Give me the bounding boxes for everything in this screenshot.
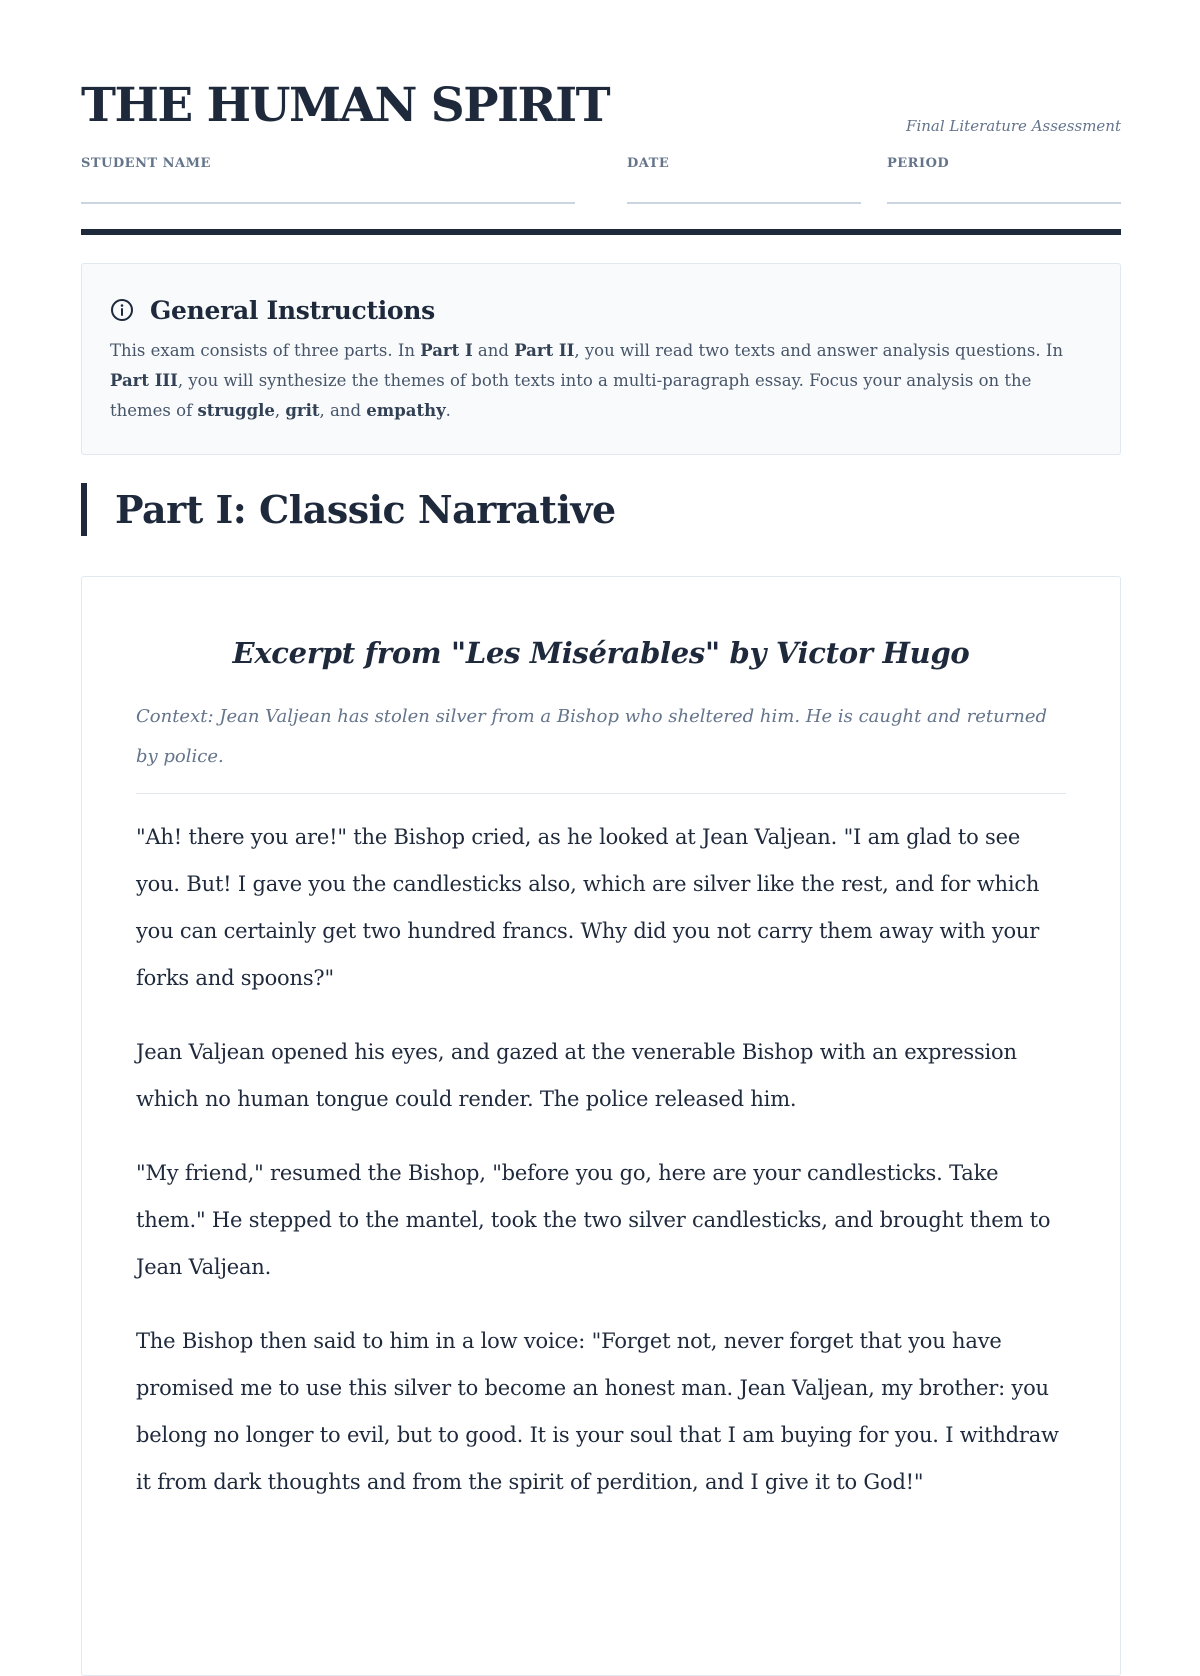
exam-page	[81, 0, 1121, 1494]
info-icon	[110, 298, 134, 322]
student-name-line[interactable]	[81, 202, 575, 204]
instructions-text-segment: This exam consists of three parts. In	[110, 341, 421, 360]
period-label: PERIOD	[887, 156, 950, 171]
date-label: DATE	[627, 156, 670, 171]
exam-title: THE HUMAN SPIRIT	[81, 78, 610, 133]
passage-card	[81, 576, 1121, 1676]
date-field	[627, 157, 861, 204]
instructions-text-segment: .	[445, 401, 451, 420]
period-line[interactable]	[887, 202, 1121, 204]
part-one-heading	[81, 483, 1121, 536]
passage-context: Context: Jean Valjean has stolen silver from a Bishop who sheltered him. He is caught and returned by police.	[136, 697, 1066, 794]
instructions-header	[110, 292, 1092, 328]
header-divider	[81, 229, 1121, 235]
passage-paragraph: "My friend," resumed the Bishop, "before you go, here are your candlesticks. Take them." He stepped to the mantel, took the two silver candlesticks, and brought them to Jean Valjean.	[136, 1161, 1051, 1279]
exam-header	[81, 0, 1121, 150]
instructions-text-segment: , you will synthesize the themes of both texts into a multi-paragraph essay. Focus your analysis on the themes of	[110, 371, 1032, 420]
instructions-emphasis: empathy	[366, 401, 446, 420]
instructions-title: General Instructions	[150, 295, 435, 325]
instructions-emphasis: grit	[285, 401, 320, 420]
passage-text	[136, 814, 1066, 1506]
instructions-emphasis: Part I	[420, 341, 473, 360]
instructions-text-segment: , you will read two texts and answer analysis questions. In	[574, 341, 1064, 360]
instructions-text-segment: ,	[274, 401, 286, 420]
instructions-emphasis: struggle	[197, 401, 275, 420]
instructions-box	[81, 263, 1121, 455]
date-line[interactable]	[627, 202, 861, 204]
instructions-text	[110, 336, 1092, 426]
student-info-fields	[81, 150, 1121, 216]
passage-paragraph: The Bishop then said to him in a low voice: "Forget not, never forget that you have promised me to use this silver to become an honest man. Jean Valjean, my brother: you belong no longer to evil, but to good. It is your soul that I am buying for you. I withdraw it from dark thoughts and from the spirit of perdition, and I give it to God!"	[136, 1329, 1059, 1494]
exam-subtitle: Final Literature Assessment	[906, 117, 1121, 135]
passage-paragraph: "Ah! there you are!" the Bishop cried, as he looked at Jean Valjean. "I am glad to see you. But! I gave you the candlesticks also, which are silver like the rest, and for which you can certainly get two hundred francs. Why did you not carry them away with your forks and spoons?"	[136, 825, 1040, 990]
instructions-emphasis: Part III	[110, 371, 178, 390]
student-name-label: STUDENT NAME	[81, 156, 211, 171]
instructions-text-segment: and	[472, 341, 515, 360]
passage-title: Excerpt from "Les Misérables" by Victor Hugo	[232, 636, 970, 670]
student-name-field	[81, 157, 575, 204]
instructions-emphasis: Part II	[514, 341, 575, 360]
passage-paragraph: Jean Valjean opened his eyes, and gazed at the venerable Bishop with an expression which no human tongue could render. The police released him.	[136, 1040, 1017, 1111]
part-one-title: Part I: Classic Narrative	[115, 487, 616, 532]
period-field	[887, 157, 1121, 204]
instructions-text-segment: , and	[319, 401, 367, 420]
